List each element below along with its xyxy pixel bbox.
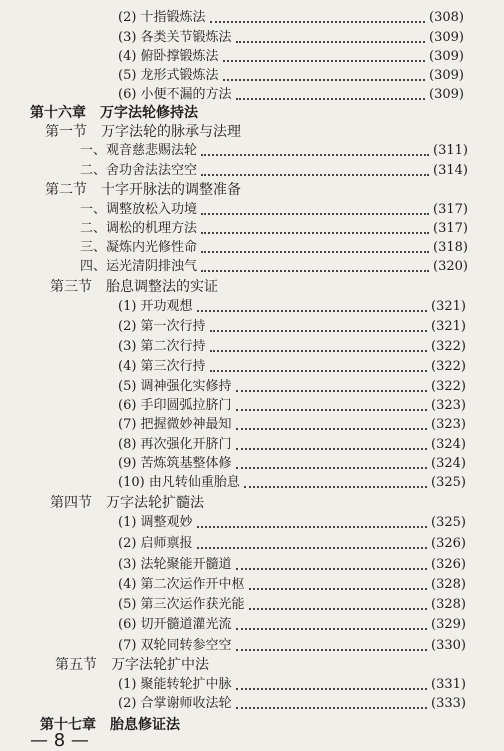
leader-dots — [210, 370, 427, 372]
toc-entry-page: (321) — [431, 299, 466, 314]
section-heading — [50, 494, 370, 512]
toc-entry — [118, 378, 466, 396]
toc-entry-title: (1) 调整观妙 — [118, 515, 193, 530]
toc-entry-title: (6) 手印圆弧拉脐门 — [118, 398, 232, 413]
leader-dots — [236, 428, 427, 430]
toc-entry-page: (311) — [433, 143, 468, 158]
toc-entry-page: (333) — [431, 696, 466, 711]
toc-entry-title: (2) 第一次行持 — [118, 319, 206, 334]
section-heading — [45, 181, 365, 199]
toc-entry-title: 一、调整放松入功境 — [80, 202, 198, 217]
toc-entry-title: (3) 各类关节锻炼法 — [118, 30, 232, 45]
toc-entry-title: (8) 再次强化开脐门 — [118, 437, 232, 452]
toc-entry-page: (326) — [431, 536, 466, 551]
toc-entry — [118, 9, 464, 27]
leader-dots — [223, 60, 425, 62]
chapter-title: 第十七章 胎息修证法 — [40, 717, 180, 733]
toc-entry-page: (318) — [433, 240, 468, 255]
leader-dots — [201, 251, 429, 253]
toc-entry-title: (3) 第二次行持 — [118, 339, 206, 354]
toc-entry-page: (321) — [431, 319, 466, 334]
leader-dots — [244, 486, 427, 488]
toc-entry-title: (3) 法轮聚能开髓道 — [118, 557, 232, 572]
toc-entry-page: (328) — [431, 577, 466, 592]
toc-entry — [118, 616, 466, 634]
toc-entry — [80, 162, 468, 180]
toc-entry-title: (5) 第三次运作获光能 — [118, 597, 245, 612]
toc-entry-page: (331) — [431, 677, 466, 692]
toc-entry-page: (324) — [431, 456, 466, 471]
toc-entry-title: (7) 双轮同转参空空 — [118, 638, 232, 653]
toc-entry-title: (4) 俯卧撑锻炼法 — [118, 49, 219, 64]
toc-entry-page: (328) — [431, 597, 466, 612]
toc-entry-page: (309) — [429, 49, 464, 64]
section-title: 第二节 十字开脉法的调整准备 — [45, 182, 241, 198]
toc-entry — [118, 676, 466, 694]
leader-dots — [201, 154, 429, 156]
toc-entry-title: 三、凝炼内光修性命 — [80, 240, 198, 255]
toc-entry-title: 四、运光清阴排浊气 — [80, 259, 198, 274]
leader-dots — [236, 98, 425, 100]
section-title: 第三节 胎息调整法的实证 — [50, 279, 218, 295]
leader-dots — [236, 707, 427, 709]
toc-entry-page: (309) — [429, 87, 464, 102]
toc-entry-page: (322) — [431, 339, 466, 354]
toc-entry-title: (10) 由凡转仙重胎息 — [118, 475, 240, 490]
leader-dots — [236, 409, 427, 411]
toc-entry-page: (322) — [431, 379, 466, 394]
toc-entry-title: 二、调松的机理方法 — [80, 221, 198, 236]
leader-dots — [236, 628, 427, 630]
toc-entry-title: (7) 把握微妙神最知 — [118, 417, 232, 432]
toc-entry — [118, 576, 466, 594]
leader-dots — [236, 568, 427, 570]
leader-dots — [210, 21, 425, 23]
toc-entry — [118, 514, 466, 532]
toc-entry-page: (329) — [431, 617, 466, 632]
leader-dots — [210, 350, 427, 352]
toc-entry-page: (323) — [431, 417, 466, 432]
leader-dots — [197, 526, 427, 528]
toc-entry-page: (308) — [429, 10, 464, 25]
toc-entry-title: (1) 开功观想 — [118, 299, 193, 314]
section-title: 第一节 万字法轮的脉承与法理 — [45, 124, 241, 140]
toc-entry-title: (9) 苦炼筑基整体修 — [118, 456, 232, 471]
toc-entry-title: (5) 龙形式锻炼法 — [118, 68, 219, 83]
toc-entry-title: (2) 启师禀报 — [118, 536, 193, 551]
leader-dots — [249, 608, 427, 610]
toc-entry-page: (309) — [429, 68, 464, 83]
toc-entry — [118, 535, 466, 553]
toc-entry — [118, 436, 466, 454]
toc-entry — [118, 695, 466, 713]
leader-dots — [236, 448, 427, 450]
page-number: — 8 — — [30, 730, 89, 751]
leader-dots — [236, 649, 427, 651]
toc-entry — [118, 338, 466, 356]
leader-dots — [236, 467, 427, 469]
leader-dots — [223, 79, 425, 81]
toc-entry-page: (325) — [431, 475, 466, 490]
toc-entry — [118, 358, 466, 376]
toc-entry — [80, 220, 468, 238]
toc-entry-title: 一、观音慈悲赐法轮 — [80, 143, 198, 158]
toc-entry — [80, 142, 468, 160]
toc-entry-title: 二、舍功舍法法空空 — [80, 163, 198, 178]
section-heading — [55, 656, 375, 674]
chapter-title: 第十六章 万字法轮修持法 — [30, 105, 198, 121]
toc-entry-page: (317) — [433, 221, 468, 236]
leader-dots — [236, 390, 427, 392]
toc-entry-title: (2) 十指锻炼法 — [118, 10, 206, 25]
section-title: 第五节 万字法轮扩中法 — [55, 657, 209, 673]
toc-entry — [118, 86, 464, 104]
toc-entry-title: (1) 聚能转轮扩中脉 — [118, 677, 232, 692]
toc-entry — [118, 637, 466, 655]
toc-entry-page: (323) — [431, 398, 466, 413]
toc-entry-page: (320) — [433, 259, 468, 274]
chapter-heading — [30, 104, 330, 122]
toc-entry-page: (309) — [429, 30, 464, 45]
leader-dots — [201, 232, 429, 234]
toc-entry-page: (322) — [431, 359, 466, 374]
toc-entry — [80, 201, 468, 219]
toc-entry-page: (324) — [431, 437, 466, 452]
toc-entry-title: (5) 调神强化实修持 — [118, 379, 232, 394]
leader-dots — [236, 688, 427, 690]
toc-entry-page: (314) — [433, 163, 468, 178]
leader-dots — [249, 588, 427, 590]
toc-entry-page: (325) — [431, 515, 466, 530]
toc-entry — [118, 397, 466, 415]
toc-entry — [118, 67, 464, 85]
toc-entry — [80, 258, 468, 276]
toc-entry — [118, 29, 464, 47]
toc-entry-title: (4) 第二次运作开中枢 — [118, 577, 245, 592]
toc-entry — [118, 298, 466, 316]
toc-entry-title: (2) 合掌谢师收法轮 — [118, 696, 232, 711]
section-heading — [50, 278, 370, 296]
toc-entry-title: (4) 第三次行持 — [118, 359, 206, 374]
section-title: 第四节 万字法轮扩髓法 — [50, 495, 204, 511]
toc-entry-page: (330) — [431, 638, 466, 653]
toc-entry — [118, 556, 466, 574]
toc-entry — [118, 416, 466, 434]
leader-dots — [197, 310, 427, 312]
leader-dots — [201, 270, 429, 272]
toc-entry — [80, 239, 468, 257]
toc-entry-page: (317) — [433, 202, 468, 217]
leader-dots — [236, 41, 425, 43]
toc-entry — [118, 474, 466, 492]
leader-dots — [210, 330, 427, 332]
section-heading — [45, 123, 345, 141]
leader-dots — [201, 174, 429, 176]
toc-entry — [118, 455, 466, 473]
leader-dots — [197, 547, 427, 549]
toc-entry-title: (6) 小便不漏的方法 — [118, 87, 232, 102]
toc-entry — [118, 48, 464, 66]
toc-entry — [118, 596, 466, 614]
toc-entry — [118, 318, 466, 336]
toc-entry-title: (6) 切开髓道灌光流 — [118, 617, 232, 632]
leader-dots — [201, 213, 429, 215]
toc-entry-page: (326) — [431, 557, 466, 572]
